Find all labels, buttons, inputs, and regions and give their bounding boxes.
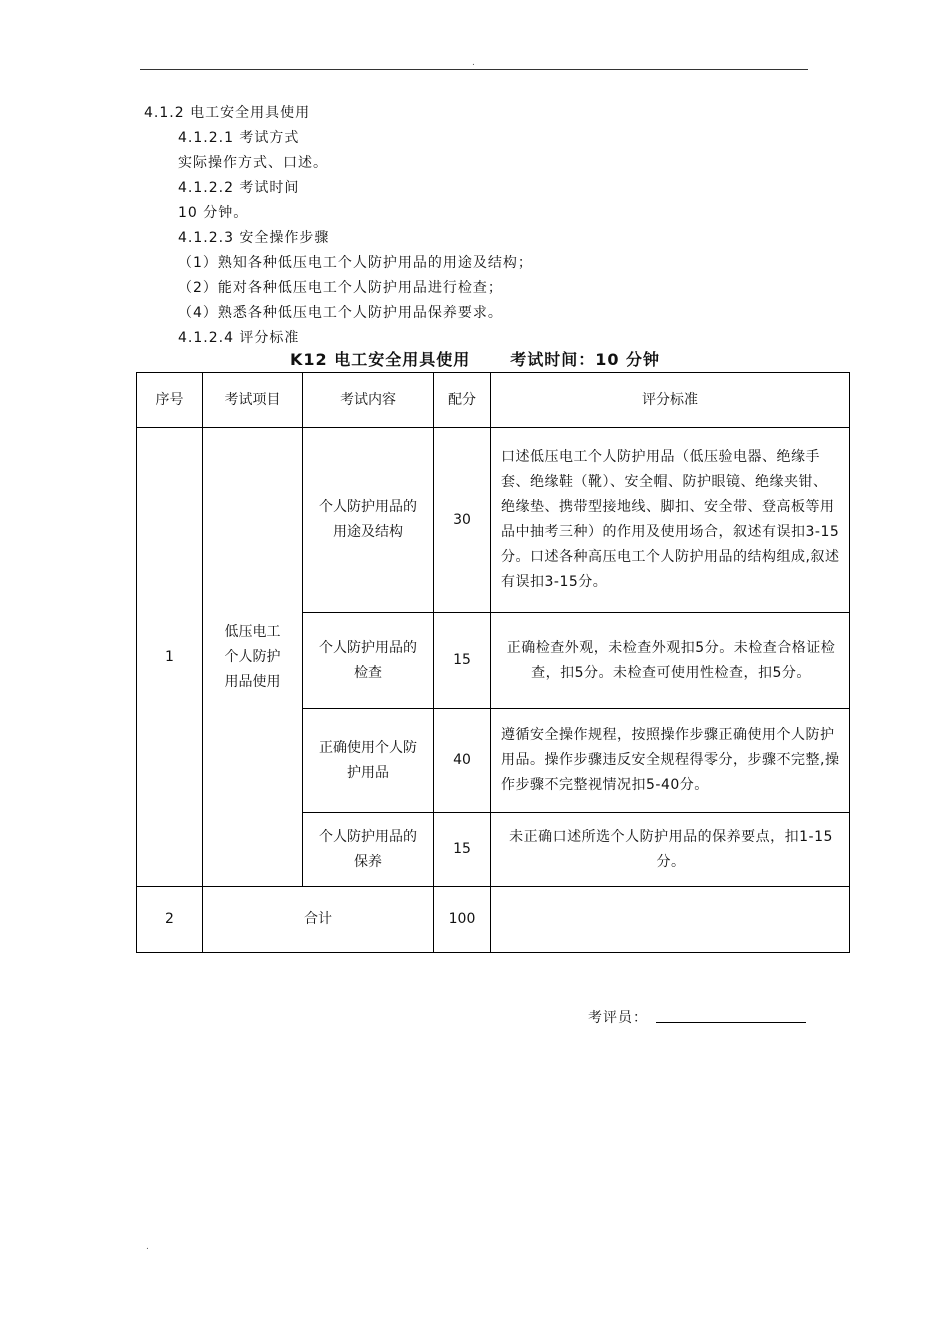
exam-content: 个人防护用品的用途及结构 — [303, 428, 434, 613]
exam-time-text: 10 分钟。 — [178, 205, 249, 221]
scoring-table — [136, 372, 850, 953]
header-cell: 考试内容 — [303, 373, 434, 428]
scoring-criteria: 遵循安全操作规程，按照操作步骤正确使用个人防护用品。操作步骤违反安全规程得零分，步骤不完整,操作步骤不完整视情况扣5-40分。 — [491, 709, 850, 813]
examiner-label: 考评员： — [588, 1010, 648, 1026]
total-score: 100 — [434, 887, 491, 953]
exam-time-heading: 4.1.2.2 考试时间 — [178, 180, 300, 196]
table-total-row — [137, 887, 850, 953]
scoring-criteria: 未正确口述所选个人防护用品的保养要点，扣1-15分。 — [491, 813, 850, 887]
table-title-time: 考试时间：10 分钟 — [510, 350, 661, 369]
header-dot: . — [472, 58, 475, 68]
exam-item: 低压电工个人防护用品使用 — [203, 428, 303, 887]
scoring-criteria: 正确检查外观，未检查外观扣5分。未检查合格证检查，扣5分。未检查可使用性检查，扣5分。 — [491, 613, 850, 709]
header-cell: 配分 — [434, 373, 491, 428]
table-header-row — [137, 373, 850, 428]
header-cell: 评分标准 — [491, 373, 850, 428]
header-rule — [140, 69, 808, 70]
section-heading: 4.1.2 电工安全用具使用 — [144, 105, 311, 121]
exam-content: 正确使用个人防护用品 — [303, 709, 434, 813]
scoring-criteria: 口述低压电工个人防护用品（低压验电器、绝缘手套、绝缘鞋（靴）、安全帽、防护眼镜、绝缘夹钳、绝缘垫、携带型接地线、脚扣、安全带、登高板等用品中抽考三种）的作用及使用场合，叙述有误扣3-15分。口述各种高压电工个人防护用品的结构组成,叙述有误扣3-15分。 — [491, 428, 850, 613]
exam-method-text: 实际操作方式、口述。 — [178, 155, 328, 171]
score-value: 30 — [434, 428, 491, 613]
exam-content: 个人防护用品的保养 — [303, 813, 434, 887]
score-value: 15 — [434, 613, 491, 709]
score-value: 15 — [434, 813, 491, 887]
row-number: 2 — [137, 887, 203, 953]
exam-content: 个人防护用品的检查 — [303, 613, 434, 709]
scoring-criteria — [491, 887, 850, 953]
table-title-name: K12 电工安全用具使用 — [289, 350, 471, 369]
total-label: 合计 — [203, 887, 434, 953]
table-title — [0, 347, 950, 370]
footer-dot: . — [146, 1242, 149, 1252]
row-number: 1 — [137, 428, 203, 887]
safety-steps-heading: 4.1.2.3 安全操作步骤 — [178, 230, 330, 246]
table-row — [137, 428, 850, 613]
safety-step: （1）熟知各种低压电工个人防护用品的用途及结构； — [178, 255, 533, 271]
scoring-heading: 4.1.2.4 评分标准 — [178, 330, 300, 346]
safety-step: （2）能对各种低压电工个人防护用品进行检查； — [178, 280, 503, 296]
safety-step: （4）熟悉各种低压电工个人防护用品保养要求。 — [178, 305, 503, 321]
header-cell: 序号 — [137, 373, 203, 428]
examiner-signature-line — [656, 1022, 806, 1023]
header-cell: 考试项目 — [203, 373, 303, 428]
exam-method-heading: 4.1.2.1 考试方式 — [178, 130, 300, 146]
score-value: 40 — [434, 709, 491, 813]
